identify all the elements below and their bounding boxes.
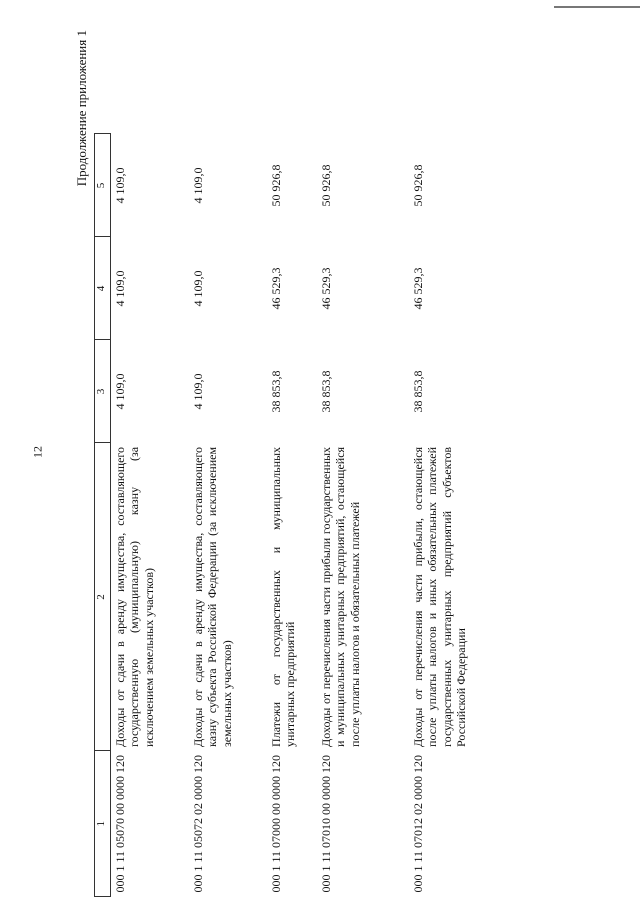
row-name: Доходы от сдачи в аренду имущества, составляющего государственную (муниципальную) казну (за исключением земельных участков)	[113, 446, 156, 747]
row-value-4: 46 529,3	[269, 267, 283, 310]
row-value-3: 4 109,0	[113, 373, 127, 410]
row-code: 000 1 11 07012 02 0000 120	[411, 754, 425, 893]
row-name: Доходы от сдачи в аренду имущества, составляющего казну субъекта Российской Федерации (за исключением земельных участков)	[191, 446, 234, 747]
header-col-5: 5	[95, 134, 111, 237]
row-name: Доходы от перечисления части прибыли государственных и муниципальных унитарных предприятий, остающейся после уплаты налогов и обязательных платежей	[319, 446, 362, 747]
row-value-3: 4 109,0	[191, 373, 205, 410]
table-header-row	[95, 134, 111, 897]
header-col-2: 2	[95, 443, 111, 751]
table-row	[111, 134, 190, 897]
row-value-5: 50 926,8	[269, 164, 283, 207]
row-code: 000 1 11 05072 02 0000 120	[191, 754, 205, 893]
row-name: Платежи от государственных и муниципальных унитарных предприятий	[269, 446, 298, 747]
row-value-3: 38 853,8	[269, 370, 283, 413]
row-value-4: 46 529,3	[411, 267, 425, 310]
table-row	[317, 134, 409, 897]
row-value-5: 4 109,0	[191, 167, 205, 204]
header-col-3: 3	[95, 340, 111, 443]
table-row	[409, 134, 471, 897]
row-value-4: 4 109,0	[113, 270, 127, 307]
page-number: 12	[30, 446, 45, 458]
row-code: 000 1 11 07000 00 0000 120	[269, 754, 283, 893]
row-name: Доходы от перечисления части прибыли, остающейся после уплаты налогов и иных обязательных платежей государственных унитарных предприятий субъектов Российской Федерации	[411, 446, 469, 747]
row-value-5: 4 109,0	[113, 167, 127, 204]
table-row	[267, 134, 317, 897]
table-row	[189, 134, 267, 897]
budget-table	[94, 133, 471, 897]
row-value-3: 38 853,8	[411, 370, 425, 413]
row-code: 000 1 11 07010 00 0000 120	[319, 754, 333, 893]
rotated-page-content	[72, 0, 632, 905]
header-col-4: 4	[95, 237, 111, 340]
row-value-3: 38 853,8	[319, 370, 333, 413]
row-value-5: 50 926,8	[319, 164, 333, 207]
header-col-1: 1	[95, 751, 111, 897]
row-code: 000 1 11 05070 00 0000 120	[113, 754, 127, 893]
row-value-5: 50 926,8	[411, 164, 425, 207]
row-value-4: 46 529,3	[319, 267, 333, 310]
row-value-4: 4 109,0	[191, 270, 205, 307]
continuation-title: Продолжение приложения 1	[74, 30, 89, 187]
